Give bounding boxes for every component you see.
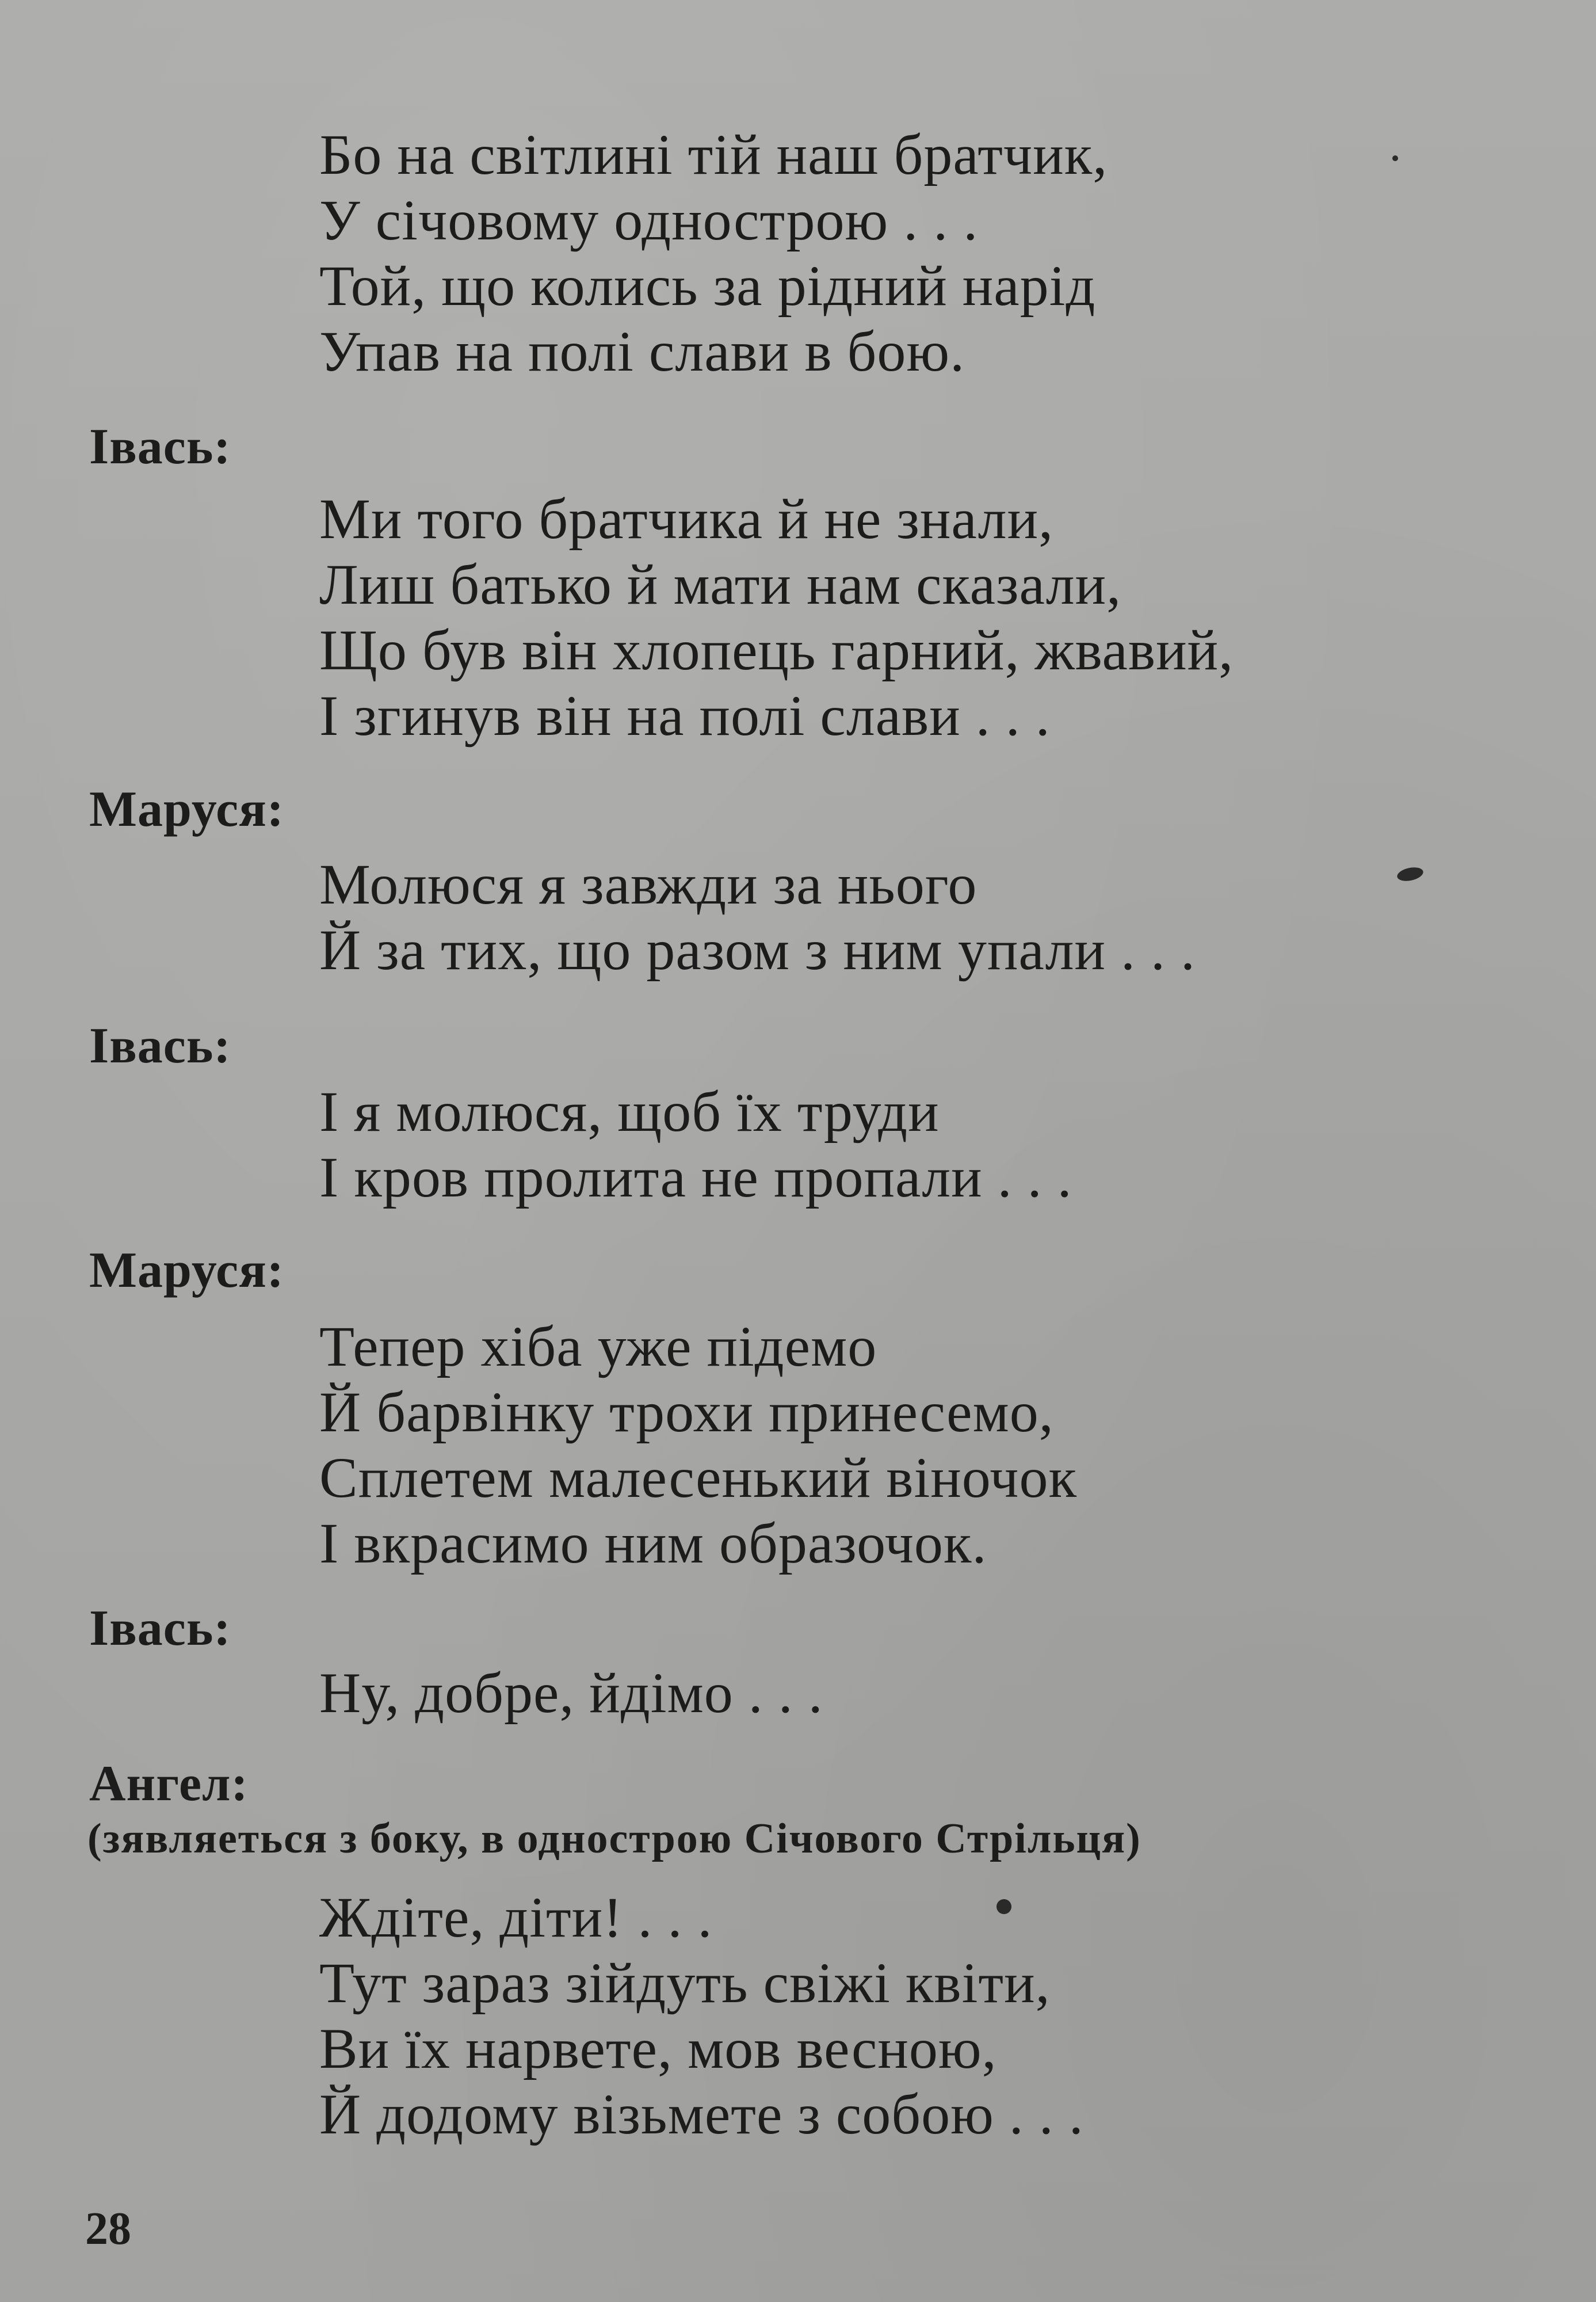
verse-block bbox=[319, 1885, 1084, 2147]
speaker-name: Івась: bbox=[89, 1018, 231, 1074]
verse-line: Ждіте, діти! . . . bbox=[319, 1885, 713, 1949]
verse-line: Тут зараз зійдуть свіжі квіти, bbox=[319, 1951, 1051, 2015]
verse-block bbox=[319, 486, 1234, 749]
speaker-name: Івась: bbox=[89, 1600, 231, 1656]
page-number: 28 bbox=[85, 2204, 131, 2254]
verse-line: Лиш батько й мати нам сказали, bbox=[319, 552, 1122, 616]
verse-line: І кров пролита не пропали . . . bbox=[319, 1145, 1072, 1209]
stage-direction: (зявляеться з боку, в однострою Січового Стрільця) bbox=[87, 1815, 1141, 1862]
verse-line: У січовому однострою . . . bbox=[319, 188, 979, 252]
verse-line: Й за тих, що разом з ним упали . . . bbox=[319, 918, 1196, 982]
speaker-name: Маруся: bbox=[89, 782, 285, 837]
verse-line: Ну, добре, йдімо . . . bbox=[319, 1661, 823, 1725]
ink-speck bbox=[996, 1899, 1011, 1914]
speaker-name: Івась: bbox=[89, 419, 231, 475]
verse-line: Сплетем малесенький віночок bbox=[319, 1446, 1078, 1510]
speaker-name: Ангел: bbox=[89, 1756, 249, 1812]
verse-line: Й додому візьмете з собою . . . bbox=[319, 2082, 1084, 2146]
verse-block bbox=[319, 852, 1196, 983]
verse-line: Ви їх нарвете, мов весною, bbox=[319, 2017, 997, 2080]
verse-line: Тепер хіба уже підемо bbox=[319, 1314, 877, 1378]
verse-line: Упав на полі слави в бою. bbox=[319, 319, 965, 383]
verse-block bbox=[319, 122, 1108, 384]
verse-line: І згинув він на полі слави . . . bbox=[319, 684, 1051, 748]
speaker-name: Маруся: bbox=[89, 1243, 285, 1298]
verse-block bbox=[319, 1079, 1072, 1210]
verse-line: І я молюся, щоб їх труди bbox=[319, 1080, 940, 1144]
verse-line: І вкрасимо ним образочок. bbox=[319, 1511, 987, 1575]
ink-speck bbox=[1392, 155, 1398, 161]
verse-block bbox=[319, 1314, 1077, 1576]
verse-line: Що був він хлопець гарний, жвавий, bbox=[319, 618, 1234, 682]
verse-line: Молюся я завжди за нього bbox=[319, 852, 978, 916]
verse-line: Ми того братчика й не знали, bbox=[319, 487, 1054, 551]
verse-line: Той, що колись за рідний нарід bbox=[319, 254, 1096, 318]
ink-speck bbox=[1396, 865, 1425, 883]
verse-block bbox=[319, 1660, 823, 1726]
verse-line: Й барвінку трохи принесемо, bbox=[319, 1380, 1054, 1444]
verse-line: Бо на світлині тій наш братчик, bbox=[319, 123, 1108, 186]
